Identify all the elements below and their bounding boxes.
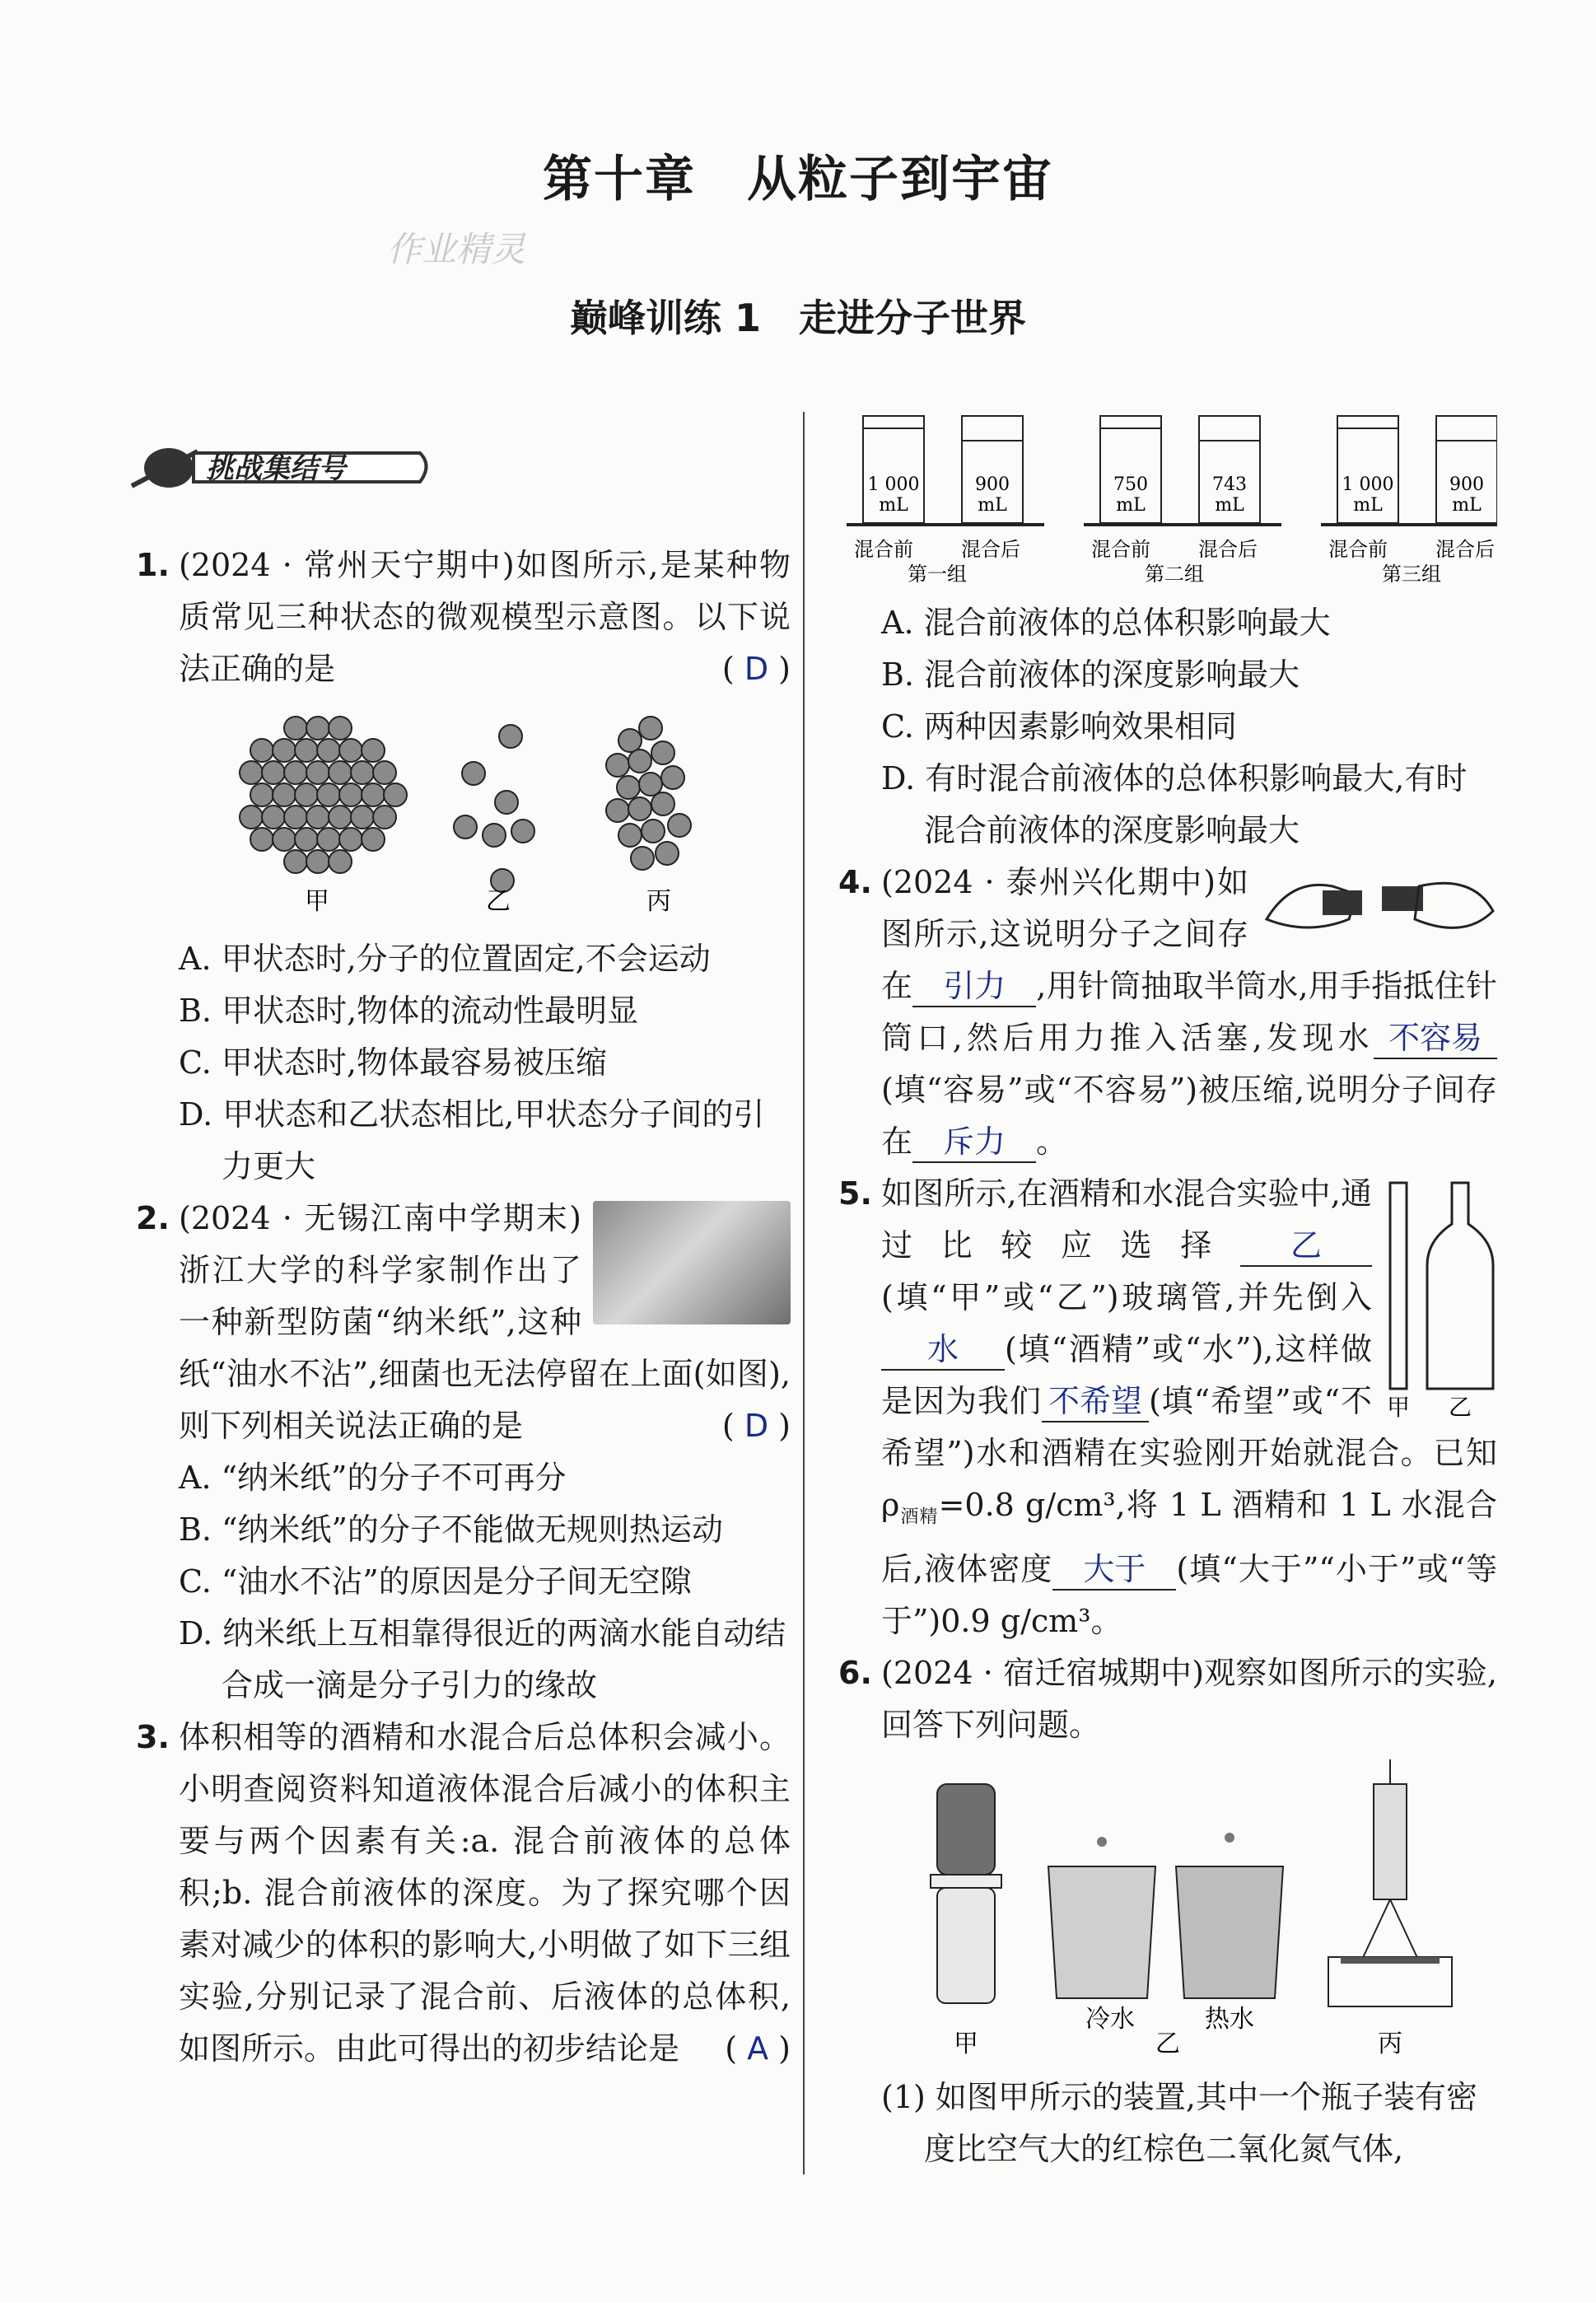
molecule-dot (317, 828, 340, 851)
q4-blank-3: 斥力 (912, 1122, 1036, 1163)
beaker-label: 混合后 (961, 538, 1020, 561)
q4-text-2: ,用针筒抽取半筒水,用手指抵住针筒口,然后用力推入活塞,发现水 (881, 968, 1497, 1056)
q4-text-1: (2024 · 泰州兴化期中)如图所示,这说明分子之间存在 (881, 864, 1248, 1004)
molecule-dot (262, 761, 285, 784)
beaker-label: 750 (1113, 474, 1148, 495)
molecule-dot (628, 797, 651, 820)
question-1 (136, 540, 791, 695)
molecule-dot (339, 783, 362, 806)
q2-answer: D (744, 1408, 769, 1444)
molecule-dot (250, 828, 273, 851)
q6-label-yi: 乙 (1155, 2029, 1180, 2056)
q5-blank-1: 乙 (1240, 1226, 1372, 1267)
q6-stem: (2024 · 宿迁宿城期中)观察如图所示的实验,回答下列问题。 (881, 1654, 1497, 1743)
molecule-dot (606, 799, 629, 822)
q1-answer: D (744, 651, 769, 687)
molecule-dot (329, 717, 352, 740)
challenge-badge-icon (124, 437, 436, 494)
q3-stem: 体积相等的酒精和水混合后总体积会减小。小明查阅资料知道液体混合后减小的体积主要与两个因素有关:a. 混合前液体的总体积;b. 混合前液体的深度。为了探究哪个因素对减少的体积的影响大,小明做了如下三组实验,分别记录了混合前、后液体的总体积,如图所示。由此可得出的初步结论是 (179, 1719, 791, 2067)
beaker-label: mL (1452, 495, 1482, 516)
molecule-dot (617, 776, 640, 799)
question-2 (136, 1193, 791, 1452)
beaker-label: 1 000 (1342, 474, 1394, 495)
q6-glass-label-cold: 冷水 (1085, 2004, 1135, 2034)
q6-label-jia: 甲 (954, 2029, 978, 2056)
q5-blank-4: 大于 (1052, 1549, 1176, 1591)
molecule-dot (639, 717, 662, 740)
q6-experiment-figure (838, 1751, 1489, 2056)
molecule-dot (284, 806, 307, 829)
watermark-top: 作业精灵 (387, 229, 526, 269)
chapter-title: 第十章 从粒子到宇宙 (543, 151, 1053, 208)
q5-blank-3: 不希望 (1042, 1381, 1149, 1422)
beaker-label: 混合前 (1328, 538, 1388, 561)
q1-label-bing: 丙 (646, 887, 671, 916)
molecule-dot (329, 850, 352, 873)
q3-answer: A (747, 2030, 769, 2067)
q3-option-c: C. 两种因素影响效果相同 (881, 708, 1237, 745)
molecule-dot (373, 761, 396, 784)
beaker-label: 900 (975, 474, 1010, 495)
beaker-label: mL (1215, 495, 1244, 516)
molecule-dot (499, 725, 522, 748)
molecule-dot (317, 783, 340, 806)
diffusion-bottles-icon (931, 1784, 1001, 2003)
q1-label-jia: 甲 (305, 887, 329, 916)
molecule-dot (606, 754, 629, 777)
molecule-dot (454, 815, 477, 839)
q5-text-6: (填“大于”“小于”或“等于”)0.9 g/cm³。 (881, 1550, 1497, 1639)
question-5 (838, 1168, 1497, 1647)
molecule-dot (284, 717, 307, 740)
molecule-dot (362, 783, 385, 806)
beaker-label: mL (1116, 495, 1146, 516)
beaker-label: 混合前 (1091, 538, 1150, 561)
molecule-dot (329, 761, 352, 784)
q6-number: 6. (838, 1654, 872, 1691)
column-divider (803, 412, 805, 2175)
q4-number: 4. (838, 864, 872, 900)
q5-tube-label-yi: 乙 (1448, 1394, 1472, 1421)
molecule-dot (295, 828, 318, 851)
molecule-dot (240, 761, 263, 784)
q5-text-1: 如图所示,在酒精和水混合实验中,通过比较应选择 (881, 1175, 1372, 1264)
molecule-dot (628, 750, 651, 773)
molecule-dot (284, 850, 307, 873)
right-column (838, 597, 1497, 2175)
molecule-dot (295, 739, 318, 762)
q3-option-b: B. 混合前液体的深度影响最大 (881, 656, 1300, 693)
q3-option-a: A. 混合前液体的总体积影响最大 (881, 605, 1331, 641)
molecule-dot (362, 739, 385, 762)
q1-answer-paren: ( D ) (721, 651, 791, 687)
q3-number: 3. (136, 1719, 170, 1755)
q5-tube-label-jia: 甲 (1386, 1394, 1411, 1421)
q2-option-b: B. “纳米纸”的分子不能做无规则热运动 (179, 1511, 723, 1548)
question-3 (136, 1712, 791, 2075)
molecule-dot (511, 820, 534, 843)
beaker-label: mL (1353, 495, 1383, 516)
molecule-dot (483, 824, 506, 847)
q2-stem: (2024 · 无锡江南中学期末)浙江大学的科学家制作出了一种新型防菌“纳米纸”,这种纸“油水不沾”,细菌也无法停留在上面(如图),则下列相关说法正确的是 (179, 1200, 791, 1444)
molecule-dot (273, 783, 296, 806)
molecule-dot (273, 828, 296, 851)
q5-blank-2: 水 (881, 1329, 1005, 1371)
molecule-dot (317, 739, 340, 762)
badge-label: 挑战集结号 (206, 452, 346, 485)
q6-glass-label-hot: 热水 (1205, 2004, 1254, 2034)
beaker-label: 1 000 (867, 474, 920, 495)
q4-blank-1: 引力 (912, 966, 1036, 1007)
molecule-dot (306, 850, 329, 873)
q5-rho-subscript: 酒精 (899, 1507, 939, 1528)
liquid-state-dots (606, 717, 691, 870)
q5-number: 5. (838, 1175, 872, 1212)
q2-option-a: A. “纳米纸”的分子不可再分 (179, 1460, 567, 1496)
molecule-dot (262, 806, 285, 829)
spring-scale-plate-icon (1328, 1759, 1452, 2006)
molecule-dot (362, 828, 385, 851)
q5-text-4: (填“希望”或“不希望”)水和酒精在实验刚开始就混合。已知 ρ (881, 1383, 1497, 1523)
molecule-dot (306, 717, 329, 740)
molecule-dot (668, 814, 691, 837)
q6-sub-1: (1) 如图甲所示的装置,其中一个瓶子装有密度比空气大的红棕色二氧化氮气体, (881, 2078, 1477, 2167)
molecule-dot (250, 783, 273, 806)
q5-text-5: =0.8 g/cm³,将 1 L 酒精和 1 L 水混合后,液体密度 (881, 1487, 1497, 1587)
q3-beaker-figure (838, 408, 1497, 597)
beaker-group (1084, 416, 1281, 525)
molecule-dot (329, 806, 352, 829)
beaker-label: mL (879, 495, 908, 516)
beaker-label: 混合后 (1198, 538, 1258, 561)
cold-hot-water-glasses-icon (1048, 1833, 1283, 1998)
molecule-dot (240, 806, 263, 829)
solid-state-dots (240, 717, 407, 873)
beaker-label: 第一组 (908, 563, 967, 586)
molecule-dot (639, 773, 662, 796)
q4-text-4: 。 (1036, 1123, 1068, 1160)
left-column (136, 540, 791, 2075)
molecule-dot (306, 806, 329, 829)
molecule-dot (495, 791, 518, 814)
nanopaper-photo (593, 1201, 791, 1324)
molecule-dot (306, 761, 329, 784)
molecule-dot (351, 806, 374, 829)
q4-blank-2: 不容易 (1374, 1018, 1497, 1059)
molecule-dot (273, 739, 296, 762)
lead-blocks-hands-icon (1258, 862, 1497, 944)
q6-label-bing: 丙 (1378, 2029, 1402, 2056)
molecule-dot (339, 828, 362, 851)
molecule-dot (351, 761, 374, 784)
q2-number: 2. (136, 1200, 170, 1236)
molecule-dot (373, 806, 396, 829)
q1-label-yi: 乙 (486, 887, 511, 916)
molecule-dot (631, 847, 654, 870)
q1-option-c: C. 甲状态时,物体最容易被压缩 (179, 1044, 607, 1081)
molecule-dot (384, 783, 407, 806)
molecule-dot (656, 842, 679, 865)
molecule-dot (250, 739, 273, 762)
molecule-dot (339, 739, 362, 762)
question-6 (838, 1647, 1497, 1751)
molecule-dot (284, 761, 307, 784)
q1-number: 1. (136, 547, 170, 583)
q5-text-3: (填“酒精”或“水”),这样做是因为我们 (881, 1331, 1372, 1419)
beaker-label: 第二组 (1145, 563, 1204, 586)
molecule-dot (618, 729, 642, 752)
molecule-dot (462, 762, 485, 785)
beaker-label: 900 (1449, 474, 1484, 495)
beaker-label: 混合前 (854, 538, 913, 561)
molecule-dot (651, 792, 674, 815)
beaker-label: 743 (1212, 474, 1247, 495)
q1-option-d: D. 甲状态和乙状态相比,甲状态分子间的引力更大 (179, 1096, 765, 1184)
q1-option-a: A. 甲状态时,分子的位置固定,不会运动 (179, 941, 711, 977)
molecule-dot (651, 741, 674, 764)
molecule-dot (642, 820, 665, 843)
q5-tubes-figure (1382, 1175, 1497, 1422)
q1-option-b: B. 甲状态时,物体的流动性最明显 (179, 993, 639, 1029)
q2-option-c: C. “油水不沾”的原因是分子间无空隙 (179, 1563, 692, 1600)
molecule-dot (661, 766, 684, 789)
lesson-title: 巅峰训练 1 走进分子世界 (569, 296, 1027, 340)
q2-answer-paren: ( D ) (721, 1408, 791, 1444)
beaker-label: 混合后 (1435, 538, 1495, 561)
molecule-dot (618, 824, 642, 847)
molecule-dot (295, 783, 318, 806)
q3-answer-paren: ( A ) (725, 2030, 791, 2067)
question-4 (838, 857, 1497, 1168)
beaker-group (847, 416, 1044, 525)
q4-text-3: (填“容易”或“不容易”)被压缩,说明分子间存在 (881, 1072, 1497, 1160)
q1-molecule-figure (136, 695, 778, 918)
q1-stem: (2024 · 常州天宁期中)如图所示,是某种物质常见三种状态的微观模型示意图。以下说法正确的是 (179, 547, 791, 687)
beaker-label: mL (978, 495, 1007, 516)
q2-option-d: D. 纳米纸上互相靠得很近的两滴水能自动结合成一滴是分子引力的缘故 (179, 1615, 786, 1703)
gas-state-dots (454, 725, 534, 892)
q3-option-d: D. 有时混合前液体的总体积影响最大,有时混合前液体的深度影响最大 (881, 760, 1468, 848)
beaker-label: 第三组 (1382, 563, 1441, 586)
q5-text-2: (填“甲”或“乙”)玻璃管,并先倒入 (881, 1279, 1372, 1315)
